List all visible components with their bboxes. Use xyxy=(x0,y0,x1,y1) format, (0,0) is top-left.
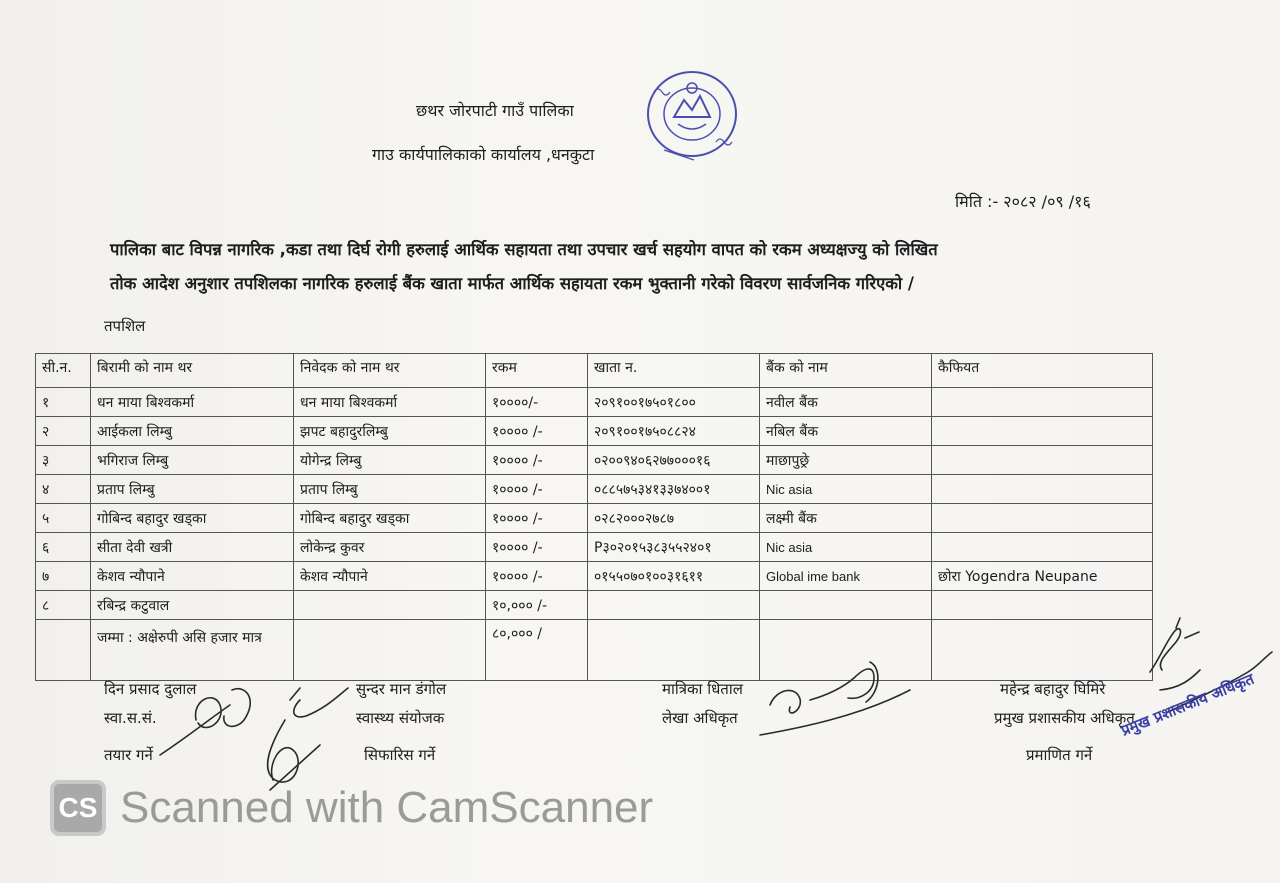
cell-patient-name: भगिराज लिम्बु xyxy=(91,446,294,475)
recommended-by-name: सुन्दर मान डंगोल xyxy=(356,680,447,698)
cell-serial: ८ xyxy=(36,591,91,620)
cell-serial: १ xyxy=(36,388,91,417)
cell-bank-name: Global ime bank xyxy=(760,562,932,591)
camscanner-watermark xyxy=(50,780,653,836)
cell-bank-name: माछापुछ्रे xyxy=(760,446,932,475)
cell-bank-name: नवील बैंक xyxy=(760,388,932,417)
cell-patient-name: गोबिन्द बहादुर खड्का xyxy=(91,504,294,533)
cell-serial: ५ xyxy=(36,504,91,533)
cell-amount: १०००० /- xyxy=(486,417,588,446)
cell-applicant-name: धन माया बिश्वकर्मा xyxy=(294,388,486,417)
cell-serial: ३ xyxy=(36,446,91,475)
cell-amount: १०,००० /- xyxy=(486,591,588,620)
cell-serial: ७ xyxy=(36,562,91,591)
cell-patient-name: रबिन्द्र कटुवाल xyxy=(91,591,294,620)
cell-bank-name: Nic asia xyxy=(760,533,932,562)
cell-serial: ६ xyxy=(36,533,91,562)
header-bank-name: बैंक को नाम xyxy=(760,354,932,388)
cell-account-number: P३०२०१५३८३५५२४०१ xyxy=(588,533,760,562)
cell-account-number: ०२००९४०६२७७०००१६ xyxy=(588,446,760,475)
cell-account-number: ०२८२०००२७८७ xyxy=(588,504,760,533)
header-patient-name: बिरामी को नाम थर xyxy=(91,354,294,388)
signature-recommended xyxy=(268,688,348,790)
accounts-officer-name: मात्रिका धिताल xyxy=(662,680,743,698)
camscanner-logo-icon: CS xyxy=(50,780,106,836)
accounts-officer-role: लेखा अधिकृत xyxy=(662,709,738,727)
header-remarks: कैफियत xyxy=(932,354,1153,388)
chief-officer-stamp: प्रमुख प्रशासकीय अधिकृत xyxy=(1118,669,1257,740)
certified-by-role: प्रमुख प्रशासकीय अधिकृत xyxy=(994,709,1135,727)
cell-patient-name: आईकला लिम्बु xyxy=(91,417,294,446)
total-label: जम्मा : अक्षेरुपी असि हजार मात्र xyxy=(91,620,294,681)
cell-account-number: ०१५५०७०१००३१६११ xyxy=(588,562,760,591)
cell-amount: १०००० /- xyxy=(486,533,588,562)
signature-prepared xyxy=(160,689,250,755)
cell-amount: १०००० /- xyxy=(486,504,588,533)
cell-applicant-name: प्रताप लिम्बु xyxy=(294,475,486,504)
notice-line-1: पालिका बाट विपन्न नागरिक ,कडा तथा दिर्घ रोगी हरुलाई आर्थिक सहायता तथा उपचार खर्च सहयोग वापत को रकम अध्यक्षज्यु को लिखित xyxy=(110,240,938,259)
cell-amount: १०००० /- xyxy=(486,446,588,475)
cell-patient-name: धन माया बिश्वकर्मा xyxy=(91,388,294,417)
office-subtitle: गाउ कार्यपालिकाको कार्यालय ,धनकुटा xyxy=(372,145,595,164)
certified-by-name: महेन्द्र बहादुर घिमिरे xyxy=(1000,680,1106,698)
notice-line-2: तोक आदेश अनुशार तपशिलका नागरिक हरुलाई बैंक खाता मार्फत आर्थिक सहायता रकम भुक्तानी गरेको विवरण सार्वजनिक गरिएको / xyxy=(110,274,914,293)
cell-applicant-name: लोकेन्द्र कुवर xyxy=(294,533,486,562)
total-amount: ८०,००० / xyxy=(486,620,588,681)
cell-account-number: ०८८५७५३४१३३७४००१ xyxy=(588,475,760,504)
cell-amount: १००००/- xyxy=(486,388,588,417)
cell-account-number: २०९१००१७५०१८०० xyxy=(588,388,760,417)
cell-serial: ४ xyxy=(36,475,91,504)
cell-bank-name: Nic asia xyxy=(760,475,932,504)
cell-serial: २ xyxy=(36,417,91,446)
cell-applicant-name: झपट बहादुरलिम्बु xyxy=(294,417,486,446)
cell-applicant-name: केशव न्यौपाने xyxy=(294,562,486,591)
cell-patient-name: केशव न्यौपाने xyxy=(91,562,294,591)
cell-bank-name: लक्ष्मी बैंक xyxy=(760,504,932,533)
header-applicant-name: निवेदक को नाम थर xyxy=(294,354,486,388)
cell-applicant-name: गोबिन्द बहादुर खड्का xyxy=(294,504,486,533)
cell-amount: १०००० /- xyxy=(486,475,588,504)
header-serial: सी.न. xyxy=(36,354,91,388)
cell-amount: १०००० /- xyxy=(486,562,588,591)
prepared-by-name: दिन प्रसाद दुलाल xyxy=(104,680,197,698)
prepared-by-role: स्वा.स.सं. xyxy=(104,709,157,727)
cell-patient-name: प्रताप लिम्बु xyxy=(91,475,294,504)
date-line: मिति :- २०८२ /०९ /१६ xyxy=(955,192,1091,211)
cell-patient-name: सीता देवी खत्री xyxy=(91,533,294,562)
certified-by-action: प्रमाणित गर्ने xyxy=(1026,746,1093,764)
prepared-by-action: तयार गर्ने xyxy=(104,746,153,764)
recommended-by-role: स्वास्थ्य संयोजक xyxy=(356,709,445,727)
cell-account-number: २०९१००१७५०८८२४ xyxy=(588,417,760,446)
office-name: छथर जोरपाटी गाउँ पालिका xyxy=(416,101,574,120)
details-label: तपशिल xyxy=(104,317,146,335)
header-amount: रकम xyxy=(486,354,588,388)
cell-applicant-name: योगेन्द्र लिम्बु xyxy=(294,446,486,475)
signature-accounts xyxy=(760,662,910,735)
cell-remarks: छोरा Yogendra Neupane xyxy=(932,562,1153,591)
recommended-by-action: सिफारिस गर्ने xyxy=(364,746,436,764)
watermark-text: Scanned with CamScanner xyxy=(120,783,654,832)
cell-bank-name: नबिल बैंक xyxy=(760,417,932,446)
header-account-number: खाता न. xyxy=(588,354,760,388)
